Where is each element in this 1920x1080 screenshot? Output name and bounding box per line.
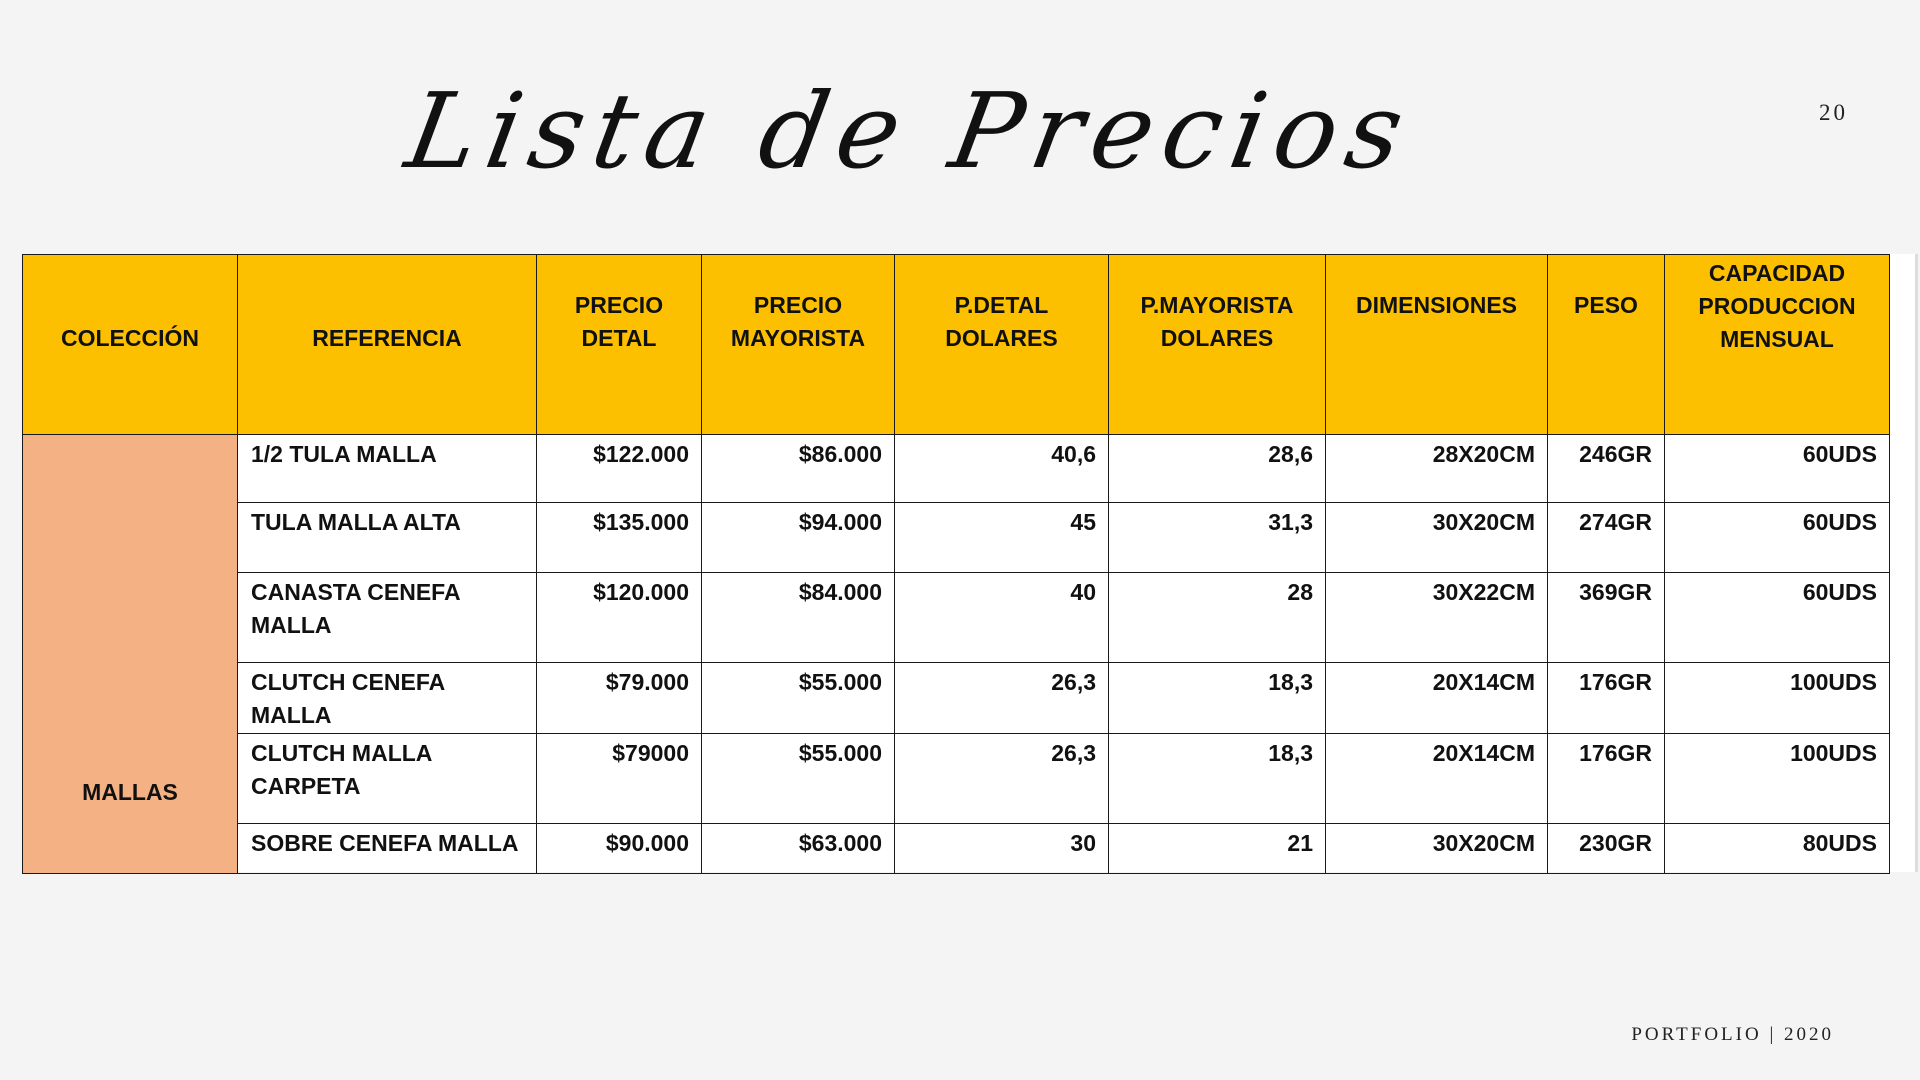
cell-peso: 176GR — [1548, 734, 1665, 824]
header-dimensiones: DIMENSIONES — [1326, 255, 1548, 435]
page-title: Lista de Precios — [398, 70, 1422, 192]
cell-p-detal-dolares: 30 — [895, 824, 1109, 874]
cell-precio-mayorista: $63.000 — [702, 824, 895, 874]
cell-referencia: SOBRE CENEFA MALLA — [238, 824, 537, 874]
table-row — [23, 824, 1890, 874]
cell-p-detal-dolares: 40,6 — [895, 435, 1109, 503]
cell-capacidad: 80UDS — [1665, 824, 1890, 874]
table-row — [23, 435, 1890, 503]
cell-p-mayorista-dolares: 18,3 — [1109, 734, 1326, 824]
panel-edge — [1915, 254, 1918, 872]
collection-cell: MALLAS — [23, 435, 238, 874]
header-precio-mayorista: PRECIO MAYORISTA — [702, 255, 895, 435]
price-table-panel — [22, 254, 1918, 872]
table-header-row — [23, 255, 1890, 435]
cell-p-mayorista-dolares: 31,3 — [1109, 503, 1326, 573]
cell-p-detal-dolares: 40 — [895, 573, 1109, 663]
price-table — [22, 254, 1890, 874]
cell-precio-mayorista: $86.000 — [702, 435, 895, 503]
cell-precio-mayorista: $84.000 — [702, 573, 895, 663]
cell-dimensiones: 28X20CM — [1326, 435, 1548, 503]
cell-capacidad: 100UDS — [1665, 663, 1890, 734]
cell-peso: 274GR — [1548, 503, 1665, 573]
cell-precio-detal: $79.000 — [537, 663, 702, 734]
cell-referencia: CLUTCH CENEFA MALLA — [238, 663, 537, 734]
cell-peso: 369GR — [1548, 573, 1665, 663]
cell-referencia: CANASTA CENEFA MALLA — [238, 573, 537, 663]
header-referencia: REFERENCIA — [238, 255, 537, 435]
cell-dimensiones: 20X14CM — [1326, 734, 1548, 824]
cell-p-mayorista-dolares: 18,3 — [1109, 663, 1326, 734]
header-p-detal-dolares: P.DETAL DOLARES — [895, 255, 1109, 435]
cell-peso: 230GR — [1548, 824, 1665, 874]
cell-precio-detal: $135.000 — [537, 503, 702, 573]
page-number: 20 — [1819, 100, 1848, 125]
cell-precio-detal: $122.000 — [537, 435, 702, 503]
table-row — [23, 734, 1890, 824]
cell-precio-detal: $79000 — [537, 734, 702, 824]
cell-p-mayorista-dolares: 28,6 — [1109, 435, 1326, 503]
cell-dimensiones: 30X20CM — [1326, 824, 1548, 874]
cell-dimensiones: 30X22CM — [1326, 573, 1548, 663]
cell-precio-mayorista: $55.000 — [702, 734, 895, 824]
cell-capacidad: 60UDS — [1665, 435, 1890, 503]
cell-referencia: TULA MALLA ALTA — [238, 503, 537, 573]
header-p-mayorista-dolares: P.MAYORISTA DOLARES — [1109, 255, 1326, 435]
cell-capacidad: 60UDS — [1665, 503, 1890, 573]
cell-p-detal-dolares: 45 — [895, 503, 1109, 573]
cell-p-detal-dolares: 26,3 — [895, 734, 1109, 824]
cell-peso: 176GR — [1548, 663, 1665, 734]
cell-referencia: CLUTCH MALLA CARPETA — [238, 734, 537, 824]
footer-label: PORTFOLIO | 2020 — [1631, 1024, 1834, 1045]
cell-dimensiones: 30X20CM — [1326, 503, 1548, 573]
cell-referencia: 1/2 TULA MALLA — [238, 435, 537, 503]
table-row — [23, 573, 1890, 663]
header-precio-detal: PRECIO DETAL — [537, 255, 702, 435]
cell-peso: 246GR — [1548, 435, 1665, 503]
cell-precio-mayorista: $55.000 — [702, 663, 895, 734]
cell-precio-detal: $120.000 — [537, 573, 702, 663]
header-coleccion: COLECCIÓN — [23, 255, 238, 435]
cell-p-mayorista-dolares: 21 — [1109, 824, 1326, 874]
cell-dimensiones: 20X14CM — [1326, 663, 1548, 734]
header-peso: PESO — [1548, 255, 1665, 435]
table-row — [23, 663, 1890, 734]
table-row — [23, 503, 1890, 573]
header-capacidad: CAPACIDAD PRODUCCION MENSUAL — [1665, 255, 1890, 435]
cell-capacidad: 100UDS — [1665, 734, 1890, 824]
cell-p-detal-dolares: 26,3 — [895, 663, 1109, 734]
cell-precio-detal: $90.000 — [537, 824, 702, 874]
cell-precio-mayorista: $94.000 — [702, 503, 895, 573]
cell-capacidad: 60UDS — [1665, 573, 1890, 663]
cell-p-mayorista-dolares: 28 — [1109, 573, 1326, 663]
